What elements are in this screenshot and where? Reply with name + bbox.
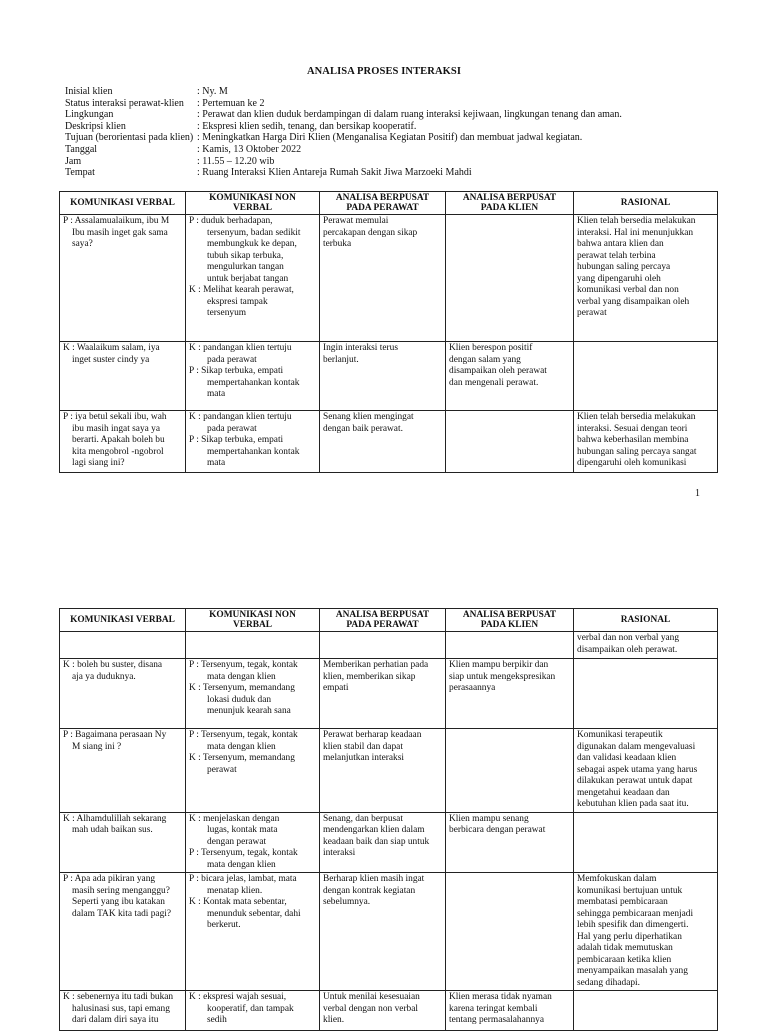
- client-info-value: : 11.55 – 12.20 wib: [197, 155, 275, 167]
- cell-line: dilakukan perawat untuk dapat: [577, 776, 693, 786]
- cell-line: saya?: [72, 239, 93, 249]
- column-header: [320, 609, 446, 632]
- cell-line: P : Apa ada pikiran yang: [63, 874, 156, 884]
- column-header: [60, 192, 186, 215]
- cell-line: lugas, kontak mata: [207, 825, 278, 835]
- cell-line: interaksi. Hal ini menunjukkan: [577, 227, 694, 238]
- cell-line: mata dengan klien: [207, 741, 276, 752]
- column-header: [574, 609, 718, 632]
- client-info-row: [65, 98, 622, 110]
- table-cell: [186, 873, 320, 991]
- table-row: [60, 632, 718, 659]
- cell-line: halusinasi sus, tapi emang: [72, 1003, 170, 1014]
- cell-line: kooperatif, dan tampak: [207, 1003, 294, 1014]
- client-info-value: : Meningkatkan Harga Diri Klien (Menganalisa Kegiatan Positif) dan membuat jadwal kegiatan.: [197, 132, 583, 144]
- client-info-label: Inisial klien: [65, 86, 113, 97]
- table-row: [60, 812, 718, 873]
- table-row: [60, 729, 718, 813]
- table-row: [60, 873, 718, 991]
- client-info-value: : Pertemuan ke 2: [197, 97, 265, 109]
- client-info-row: [65, 156, 622, 168]
- client-info-label: Lingkungan: [65, 109, 114, 121]
- cell-line: percakapan dengan sikap: [323, 227, 418, 238]
- table-row: [60, 659, 718, 729]
- table-cell: [320, 812, 446, 873]
- table-cell: [574, 812, 718, 873]
- cell-line: verbal dan non verbal yang: [577, 633, 680, 643]
- cell-line: dan mengenali perawat.: [449, 377, 539, 388]
- table-cell: [446, 411, 574, 473]
- cell-line: dalam TAK kita tadi pagi?: [72, 908, 172, 919]
- table-row: [60, 991, 718, 1031]
- cell-line: dengan kontrak kegiatan: [323, 885, 416, 896]
- cell-line: dengan perawat: [207, 836, 267, 847]
- table-cell: [574, 873, 718, 991]
- cell-line: berarti. Apakah boleh bu: [72, 435, 165, 445]
- cell-line: lokasi duduk dan: [207, 694, 272, 705]
- table-cell: [320, 729, 446, 813]
- document-page-2: [0, 512, 768, 1024]
- cell-line: Ibu masih inget gak sama: [72, 227, 168, 238]
- cell-line: klien.: [323, 1015, 345, 1025]
- cell-line: Memberikan perhatian pada: [323, 660, 429, 670]
- cell-line: mengetahui keadaan dan: [577, 787, 670, 798]
- client-info-row: [65, 86, 622, 98]
- cell-line: K : Kontak mata sebentar,: [189, 897, 287, 907]
- cell-line: Ingin interaksi terus: [323, 343, 398, 353]
- table-cell: [320, 342, 446, 411]
- cell-line: menyampaikan masalah yang: [577, 966, 688, 976]
- cell-line: K : Alhamdulillah sekarang: [63, 813, 167, 824]
- table-cell: [574, 659, 718, 729]
- cell-line: K : pandangan klien tertuju: [189, 412, 292, 422]
- cell-line: membungkuk ke depan,: [207, 239, 297, 249]
- cell-line: komunikasi bertujuan untuk: [577, 885, 683, 896]
- cell-line: K : menjelaskan dengan: [189, 813, 280, 824]
- cell-line: adalah tidak memutuskan: [577, 943, 673, 953]
- table-cell: [320, 873, 446, 991]
- page-number: 1: [695, 488, 700, 499]
- cell-line: P : iya betul sekali ibu, wah: [63, 412, 167, 422]
- cell-line: pada perawat: [207, 423, 257, 434]
- cell-line: inget suster cindy ya: [72, 354, 150, 365]
- table-cell: [60, 729, 186, 813]
- document-title: ANALISA PROSES INTERAKSI: [306, 66, 462, 77]
- column-header-line: PADA PERAWAT: [346, 203, 419, 213]
- table-cell: [446, 659, 574, 729]
- cell-line: dengan salam yang: [449, 354, 521, 365]
- cell-line: K : pandangan klien tertuju: [189, 343, 292, 353]
- column-header-line: PADA PERAWAT: [346, 620, 419, 630]
- cell-line: Klien mampu senang: [449, 813, 529, 824]
- cell-line: M siang ini ?: [72, 741, 122, 752]
- column-header-line: KOMUNIKASI NON: [209, 193, 296, 203]
- cell-line: K : Waalaikum salam, iya: [63, 343, 160, 353]
- table-cell: [60, 991, 186, 1031]
- cell-line: disampaikan oleh perawat: [449, 366, 547, 376]
- cell-line: menatap klien.: [207, 885, 263, 896]
- cell-line: P : Tersenyum, tegak, kontak: [189, 730, 298, 740]
- cell-line: mempertahankan kontak: [207, 377, 300, 388]
- table-header-row: [60, 609, 718, 632]
- column-header-line: KOMUNIKASI NON: [209, 610, 296, 620]
- cell-line: K : Tersenyum, memandang: [189, 683, 295, 693]
- column-header: [186, 192, 320, 215]
- cell-line: mata dengan klien: [207, 671, 276, 682]
- cell-line: klien, memberikan sikap: [323, 671, 416, 682]
- client-info-block: [65, 86, 622, 179]
- table-cell: [186, 991, 320, 1031]
- cell-line: tersenyum: [207, 308, 247, 318]
- cell-line: Hal yang perlu diperhatikan: [577, 931, 682, 942]
- cell-line: P : Tersenyum, tegak, kontak: [189, 660, 298, 670]
- cell-line: Klien berespon positif: [449, 343, 533, 353]
- column-header: [320, 192, 446, 215]
- cell-line: lagi siang ini?: [72, 458, 125, 468]
- cell-line: verbal yang disampaikan oleh: [577, 296, 690, 307]
- cell-line: disampaikan oleh perawat.: [577, 644, 678, 655]
- cell-line: tubuh sikap terbuka,: [207, 250, 284, 261]
- column-header: [60, 609, 186, 632]
- table-cell: [446, 632, 574, 659]
- cell-line: K : sebenernya itu tadi bukan: [63, 992, 174, 1002]
- cell-line: perawat: [577, 308, 607, 318]
- cell-line: berkerut.: [207, 920, 241, 930]
- cell-line: hubungan saling percaya sangat: [577, 446, 697, 457]
- cell-line: pembicaraan ketika klien: [577, 954, 672, 965]
- document-page-1: [0, 0, 768, 512]
- table-row: [60, 342, 718, 411]
- cell-line: Senang klien mengingat: [323, 412, 414, 422]
- cell-line: mempertahankan kontak: [207, 446, 300, 457]
- cell-line: klien stabil dan dapat: [323, 741, 403, 752]
- client-info-row: [65, 132, 622, 144]
- client-info-label: Tanggal: [65, 143, 98, 155]
- client-info-value: : Kamis, 13 Oktober 2022: [197, 143, 302, 155]
- table-cell: [60, 215, 186, 342]
- cell-line: sedang dihadapi.: [577, 977, 641, 988]
- table-cell: [574, 729, 718, 813]
- column-header-line: VERBAL: [232, 620, 273, 630]
- table-cell: [60, 342, 186, 411]
- column-header-line: ANALISA BERPUSAT: [462, 193, 557, 203]
- cell-line: Perawat berharap keadaan: [323, 730, 422, 740]
- column-header-line: ANALISA BERPUSAT: [335, 193, 430, 203]
- cell-line: empati: [323, 683, 349, 693]
- client-info-label: Status interaksi perawat-klien: [65, 97, 184, 109]
- cell-line: interaksi. Sesuai dengan teori: [577, 423, 688, 434]
- cell-line: tentang permasalahannya: [449, 1015, 545, 1025]
- cell-line: bahwa antara klien dan: [577, 239, 664, 249]
- table-cell: [320, 991, 446, 1031]
- table-cell: [186, 215, 320, 342]
- cell-line: perasaannya: [449, 683, 496, 693]
- cell-line: mata: [207, 389, 226, 399]
- table-cell: [186, 342, 320, 411]
- cell-line: berlanjut.: [323, 354, 359, 365]
- table-cell: [574, 991, 718, 1031]
- cell-line: untuk berjabat tangan: [207, 273, 289, 284]
- cell-line: dari dalam diri saya itu: [72, 1015, 159, 1025]
- cell-line: dengan baik perawat.: [323, 423, 403, 434]
- table-cell: [446, 215, 574, 342]
- cell-line: K : boleh bu suster, disana: [63, 660, 163, 670]
- column-header-line: RASIONAL: [620, 198, 671, 208]
- table-cell: [186, 812, 320, 873]
- cell-line: menunjuk kearah sana: [207, 706, 291, 716]
- cell-line: ibu masih ingat saya ya: [72, 423, 161, 434]
- table-cell: [574, 411, 718, 473]
- column-header: [186, 609, 320, 632]
- client-info-value: : Ny. M: [197, 86, 228, 97]
- cell-line: mengulurkan tangan: [207, 262, 284, 272]
- cell-line: Komunikasi terapeutik: [577, 730, 663, 740]
- cell-line: Senang, dan berpusat: [323, 813, 403, 824]
- client-info-row: [65, 167, 622, 179]
- table-cell: [186, 659, 320, 729]
- cell-line: berbicara dengan perawat: [449, 825, 546, 835]
- cell-line: ekspresi tampak: [207, 296, 268, 307]
- client-info-label: Tujuan (berorientasi pada klien): [65, 132, 194, 144]
- cell-line: lebih spesifik dan dimengerti.: [577, 920, 689, 930]
- table-cell: [446, 991, 574, 1031]
- cell-line: perawat: [207, 764, 237, 775]
- table-cell: [186, 729, 320, 813]
- table-cell: [574, 215, 718, 342]
- table-cell: [446, 729, 574, 813]
- table-cell: [446, 342, 574, 411]
- cell-line: sebelumnya.: [323, 897, 371, 907]
- cell-line: aja ya duduknya.: [72, 671, 136, 682]
- table-row: [60, 215, 718, 342]
- cell-line: melanjutkan interaksi: [323, 753, 404, 763]
- cell-line: Untuk menilai kesesuaian: [323, 992, 420, 1002]
- client-info-label: Tempat: [65, 167, 95, 179]
- cell-line: mata: [207, 458, 226, 468]
- table-cell: [60, 812, 186, 873]
- cell-line: interaksi: [323, 848, 356, 858]
- cell-line: dipengaruhi oleh komunikasi: [577, 458, 687, 468]
- client-info-label: Jam: [65, 155, 82, 167]
- column-header-line: KOMUNIKASI VERBAL: [70, 198, 175, 208]
- cell-line: mah udah baikan sus.: [72, 825, 153, 835]
- cell-line: P : duduk berhadapan,: [189, 216, 273, 226]
- cell-line: Klien telah bersedia melakukan: [577, 412, 696, 422]
- cell-line: membatasi pembicaraan: [577, 897, 668, 907]
- cell-line: dan validasi keadaan klien: [577, 753, 677, 763]
- column-header: [446, 609, 574, 632]
- column-header-line: PADA KLIEN: [480, 203, 539, 213]
- table-cell: [186, 411, 320, 473]
- table-cell: [320, 411, 446, 473]
- cell-line: Perawat memulai: [323, 216, 389, 226]
- table-cell: [574, 342, 718, 411]
- table-cell: [446, 812, 574, 873]
- cell-line: P : Assalamualaikum, ibu M: [63, 216, 170, 226]
- cell-line: P : bicara jelas, lambat, mata: [189, 874, 297, 884]
- column-header-line: PADA KLIEN: [480, 620, 539, 630]
- cell-line: Klien merasa tidak nyaman: [449, 992, 552, 1002]
- table-cell: [60, 632, 186, 659]
- cell-line: Berharap klien masih ingat: [323, 874, 425, 884]
- cell-line: perawat telah terbina: [577, 250, 656, 261]
- cell-line: sehingga pembicaraan menjadi: [577, 908, 694, 919]
- column-header: [446, 192, 574, 215]
- cell-line: sedih: [207, 1015, 227, 1025]
- client-info-row: [65, 109, 622, 121]
- column-header-line: RASIONAL: [620, 615, 671, 625]
- table-cell: [60, 873, 186, 991]
- client-info-value: : Ruang Interaksi Klien Antareja Rumah Sakit Jiwa Marzoeki Mahdi: [197, 167, 472, 179]
- client-info-row: [65, 144, 622, 156]
- table-cell: [60, 659, 186, 729]
- cell-line: K : Melihat kearah perawat,: [189, 285, 294, 295]
- table-cell: [186, 632, 320, 659]
- cell-line: kebutuhan klien pada saat itu.: [577, 799, 689, 809]
- table-cell: [60, 411, 186, 473]
- cell-line: P : Tersenyum, tegak, kontak: [189, 848, 298, 858]
- cell-line: mendengarkan klien dalam: [323, 825, 425, 835]
- cell-line: mata dengan klien: [207, 859, 276, 870]
- cell-line: pada perawat: [207, 354, 257, 365]
- cell-line: komunikasi verbal dan non: [577, 285, 679, 295]
- column-header-line: ANALISA BERPUSAT: [335, 610, 430, 620]
- cell-line: karena teringat kembali: [449, 1003, 538, 1014]
- table-cell: [320, 659, 446, 729]
- column-header-line: KOMUNIKASI VERBAL: [70, 615, 175, 625]
- cell-line: keadaan baik dan siap untuk: [323, 836, 430, 847]
- cell-line: digunakan dalam mengevaluasi: [577, 741, 696, 752]
- cell-line: bahwa keberhasilan membina: [577, 435, 689, 445]
- cell-line: verbal dengan non verbal: [323, 1003, 419, 1014]
- cell-line: Seperti yang ibu katakan: [72, 897, 165, 907]
- cell-line: P : Sikap terbuka, empati: [189, 435, 284, 445]
- cell-line: tersenyum, badan sedikit: [207, 227, 301, 238]
- cell-line: hubungan saling percaya: [577, 262, 671, 272]
- table-header-row: [60, 192, 718, 215]
- cell-line: K : ekspresi wajah sesuai,: [189, 992, 287, 1002]
- cell-line: terbuka: [323, 239, 352, 249]
- cell-line: kita mengobrol -ngobrol: [72, 446, 164, 457]
- table-cell: [446, 873, 574, 991]
- client-info-value: : Perawat dan klien duduk berdampingan di dalam ruang interaksi kejiwaan, lingkungan tenang dan aman.: [197, 109, 622, 121]
- cell-line: masih sering menganggu?: [72, 885, 170, 896]
- cell-line: menunduk sebentar, dahi: [207, 908, 301, 919]
- client-info-value: : Ekspresi klien sedih, tenang, dan bersikap kooperatif.: [197, 120, 417, 132]
- client-info-row: [65, 121, 622, 133]
- column-header: [574, 192, 718, 215]
- cell-line: K : Tersenyum, memandang: [189, 753, 295, 763]
- column-header-line: VERBAL: [232, 203, 273, 213]
- column-header-line: ANALISA BERPUSAT: [462, 610, 557, 620]
- cell-line: Klien telah bersedia melakukan: [577, 216, 696, 226]
- cell-line: P : Bagaimana perasaan Ny: [63, 730, 167, 740]
- table-cell: [320, 632, 446, 659]
- client-info-label: Deskripsi klien: [65, 120, 126, 132]
- cell-line: Klien mampu berpikir dan: [449, 660, 549, 670]
- cell-line: yang dipengaruhi oleh: [577, 273, 661, 284]
- cell-line: sebagai aspek utama yang harus: [577, 764, 698, 775]
- table-cell: [320, 215, 446, 342]
- cell-line: Memfokuskan dalam: [577, 874, 657, 884]
- table-cell: [574, 632, 718, 659]
- cell-line: P : Sikap terbuka, empati: [189, 366, 284, 376]
- interaction-table-page-2: [59, 608, 718, 1031]
- cell-line: siap untuk mengekspresikan: [449, 671, 556, 682]
- interaction-table-page-1: [59, 191, 718, 473]
- table-row: [60, 411, 718, 473]
